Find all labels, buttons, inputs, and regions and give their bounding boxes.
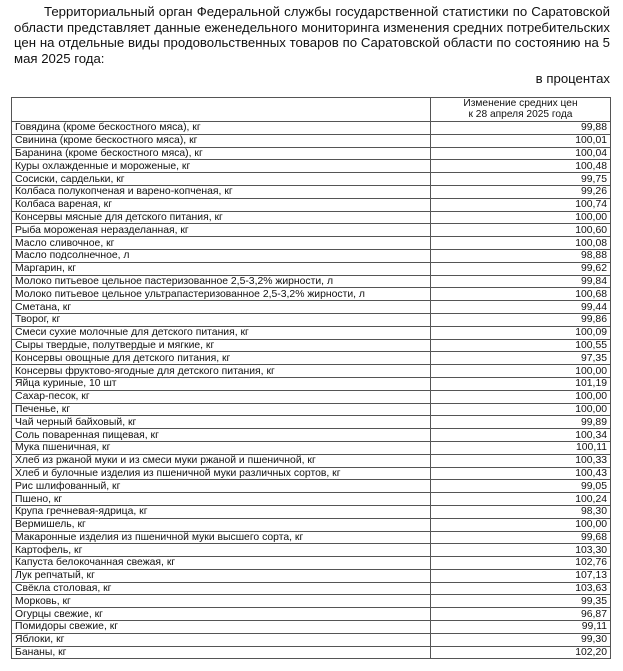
unit-note: в процентах xyxy=(535,71,610,86)
price-change-cell: 100,34 xyxy=(431,429,611,442)
price-change-cell: 100,09 xyxy=(431,326,611,339)
table-row xyxy=(12,441,611,454)
value-column-header: Изменение средних цен к 28 апреля 2025 года xyxy=(431,98,611,122)
product-name-cell: Смеси сухие молочные для детского питания, кг xyxy=(12,326,431,339)
product-name-cell: Печенье, кг xyxy=(12,403,431,416)
product-name-cell: Лук репчатый, кг xyxy=(12,569,431,582)
product-name-cell: Свинина (кроме бескостного мяса), кг xyxy=(12,134,431,147)
table-row xyxy=(12,569,611,582)
price-change-cell: 100,00 xyxy=(431,518,611,531)
price-change-cell: 100,00 xyxy=(431,390,611,403)
table-row xyxy=(12,134,611,147)
product-name-cell: Хлеб и булочные изделия из пшеничной муки различных сортов, кг xyxy=(12,467,431,480)
price-change-cell: 103,63 xyxy=(431,582,611,595)
product-name-cell: Яблоки, кг xyxy=(12,633,431,646)
price-change-cell: 100,01 xyxy=(431,134,611,147)
price-change-cell: 100,04 xyxy=(431,147,611,160)
table-row xyxy=(12,224,611,237)
table-row xyxy=(12,608,611,621)
product-name-cell: Вермишель, кг xyxy=(12,518,431,531)
table-row xyxy=(12,454,611,467)
table-row xyxy=(12,288,611,301)
price-change-cell: 100,00 xyxy=(431,211,611,224)
table-row xyxy=(12,275,611,288)
product-name-cell: Хлеб из ржаной муки и из смеси муки ржаной и пшеничной, кг xyxy=(12,454,431,467)
price-change-cell: 99,11 xyxy=(431,621,611,634)
product-name-cell: Рис шлифованный, кг xyxy=(12,480,431,493)
product-name-cell: Масло сливочное, кг xyxy=(12,237,431,250)
product-name-cell: Консервы мясные для детского питания, кг xyxy=(12,211,431,224)
product-name-cell: Пшено, кг xyxy=(12,493,431,506)
product-name-cell: Творог, кг xyxy=(12,313,431,326)
price-change-cell: 102,20 xyxy=(431,646,611,659)
table-row xyxy=(12,480,611,493)
table-row xyxy=(12,582,611,595)
product-name-cell: Масло подсолнечное, л xyxy=(12,249,431,262)
price-change-cell: 96,87 xyxy=(431,608,611,621)
product-name-cell: Соль поваренная пищевая, кг xyxy=(12,429,431,442)
price-change-cell: 100,55 xyxy=(431,339,611,352)
price-change-cell: 100,00 xyxy=(431,403,611,416)
product-name-cell: Сосиски, сардельки, кг xyxy=(12,173,431,186)
table-row xyxy=(12,185,611,198)
table-row xyxy=(12,160,611,173)
product-name-cell: Молоко питьевое цельное ультрапастеризованное 2,5-3,2% жирности, л xyxy=(12,288,431,301)
price-change-cell: 99,88 xyxy=(431,122,611,135)
product-name-cell: Бананы, кг xyxy=(12,646,431,659)
product-name-cell: Чай черный байховый, кг xyxy=(12,416,431,429)
product-name-cell: Куры охлажденные и мороженые, кг xyxy=(12,160,431,173)
product-name-cell: Макаронные изделия из пшеничной муки высшего сорта, кг xyxy=(12,531,431,544)
product-column-header xyxy=(12,98,431,122)
table-row xyxy=(12,249,611,262)
table-row xyxy=(12,339,611,352)
table-row xyxy=(12,352,611,365)
price-change-cell: 100,33 xyxy=(431,454,611,467)
product-name-cell: Баранина (кроме бескостного мяса), кг xyxy=(12,147,431,160)
table-row xyxy=(12,173,611,186)
product-name-cell: Колбаса вареная, кг xyxy=(12,198,431,211)
product-name-cell: Помидоры свежие, кг xyxy=(12,621,431,634)
table-row xyxy=(12,326,611,339)
product-name-cell: Свёкла столовая, кг xyxy=(12,582,431,595)
product-name-cell: Сыры твердые, полутвердые и мягкие, кг xyxy=(12,339,431,352)
table-row xyxy=(12,198,611,211)
table-row xyxy=(12,544,611,557)
price-change-cell: 100,68 xyxy=(431,288,611,301)
price-change-cell: 98,88 xyxy=(431,249,611,262)
price-change-cell: 99,68 xyxy=(431,531,611,544)
price-change-cell: 99,62 xyxy=(431,262,611,275)
price-change-cell: 99,26 xyxy=(431,185,611,198)
table-row xyxy=(12,211,611,224)
table-row xyxy=(12,505,611,518)
product-name-cell: Огурцы свежие, кг xyxy=(12,608,431,621)
table-row xyxy=(12,467,611,480)
price-change-cell: 99,75 xyxy=(431,173,611,186)
price-change-table xyxy=(11,97,611,659)
intro-paragraph: Территориальный орган Федеральной службы государственной статистики по Саратовской области представляет данные еженедельного мониторинга изменения средних потребительских цен на отдельные виды продовольственных товаров по Саратовской области по состоянию на 5 мая 2025 года: xyxy=(14,4,610,66)
price-change-cell: 101,19 xyxy=(431,377,611,390)
table-row xyxy=(12,237,611,250)
price-change-cell: 99,44 xyxy=(431,301,611,314)
product-name-cell: Морковь, кг xyxy=(12,595,431,608)
product-name-cell: Крупа гречневая-ядрица, кг xyxy=(12,505,431,518)
product-name-cell: Мука пшеничная, кг xyxy=(12,441,431,454)
product-name-cell: Сахар-песок, кг xyxy=(12,390,431,403)
table-row xyxy=(12,377,611,390)
product-name-cell: Молоко питьевое цельное пастеризованное 2,5-3,2% жирности, л xyxy=(12,275,431,288)
price-change-cell: 99,89 xyxy=(431,416,611,429)
table-row xyxy=(12,621,611,634)
product-name-cell: Картофель, кг xyxy=(12,544,431,557)
product-name-cell: Капуста белокочанная свежая, кг xyxy=(12,557,431,570)
table-row xyxy=(12,390,611,403)
price-change-cell: 99,30 xyxy=(431,633,611,646)
price-change-cell: 97,35 xyxy=(431,352,611,365)
price-change-cell: 102,76 xyxy=(431,557,611,570)
price-change-cell: 100,00 xyxy=(431,365,611,378)
product-name-cell: Рыба мороженая неразделанная, кг xyxy=(12,224,431,237)
price-change-cell: 100,24 xyxy=(431,493,611,506)
table-row xyxy=(12,493,611,506)
table-row xyxy=(12,313,611,326)
product-name-cell: Колбаса полукопченая и варено-копченая, кг xyxy=(12,185,431,198)
price-change-cell: 100,60 xyxy=(431,224,611,237)
price-change-cell: 100,74 xyxy=(431,198,611,211)
table-row xyxy=(12,531,611,544)
price-change-cell: 100,48 xyxy=(431,160,611,173)
table-row xyxy=(12,646,611,659)
price-change-cell: 99,86 xyxy=(431,313,611,326)
price-change-cell: 103,30 xyxy=(431,544,611,557)
price-change-cell: 100,43 xyxy=(431,467,611,480)
price-change-cell: 100,11 xyxy=(431,441,611,454)
product-name-cell: Яйца куриные, 10 шт xyxy=(12,377,431,390)
table-row xyxy=(12,403,611,416)
price-change-cell: 107,13 xyxy=(431,569,611,582)
product-name-cell: Консервы фруктово-ягодные для детского питания, кг xyxy=(12,365,431,378)
table-row xyxy=(12,633,611,646)
product-name-cell: Консервы овощные для детского питания, кг xyxy=(12,352,431,365)
table-row xyxy=(12,429,611,442)
table-row xyxy=(12,262,611,275)
table-row xyxy=(12,147,611,160)
table-row xyxy=(12,416,611,429)
table-row xyxy=(12,595,611,608)
table-row xyxy=(12,301,611,314)
price-change-cell: 99,84 xyxy=(431,275,611,288)
product-name-cell: Маргарин, кг xyxy=(12,262,431,275)
product-name-cell: Говядина (кроме бескостного мяса), кг xyxy=(12,122,431,135)
table-row xyxy=(12,518,611,531)
table-header-row xyxy=(12,98,611,122)
price-change-cell: 99,35 xyxy=(431,595,611,608)
table-row xyxy=(12,365,611,378)
table-row xyxy=(12,122,611,135)
product-name-cell: Сметана, кг xyxy=(12,301,431,314)
table-row xyxy=(12,557,611,570)
price-change-cell: 98,30 xyxy=(431,505,611,518)
price-change-cell: 99,05 xyxy=(431,480,611,493)
price-change-cell: 100,08 xyxy=(431,237,611,250)
